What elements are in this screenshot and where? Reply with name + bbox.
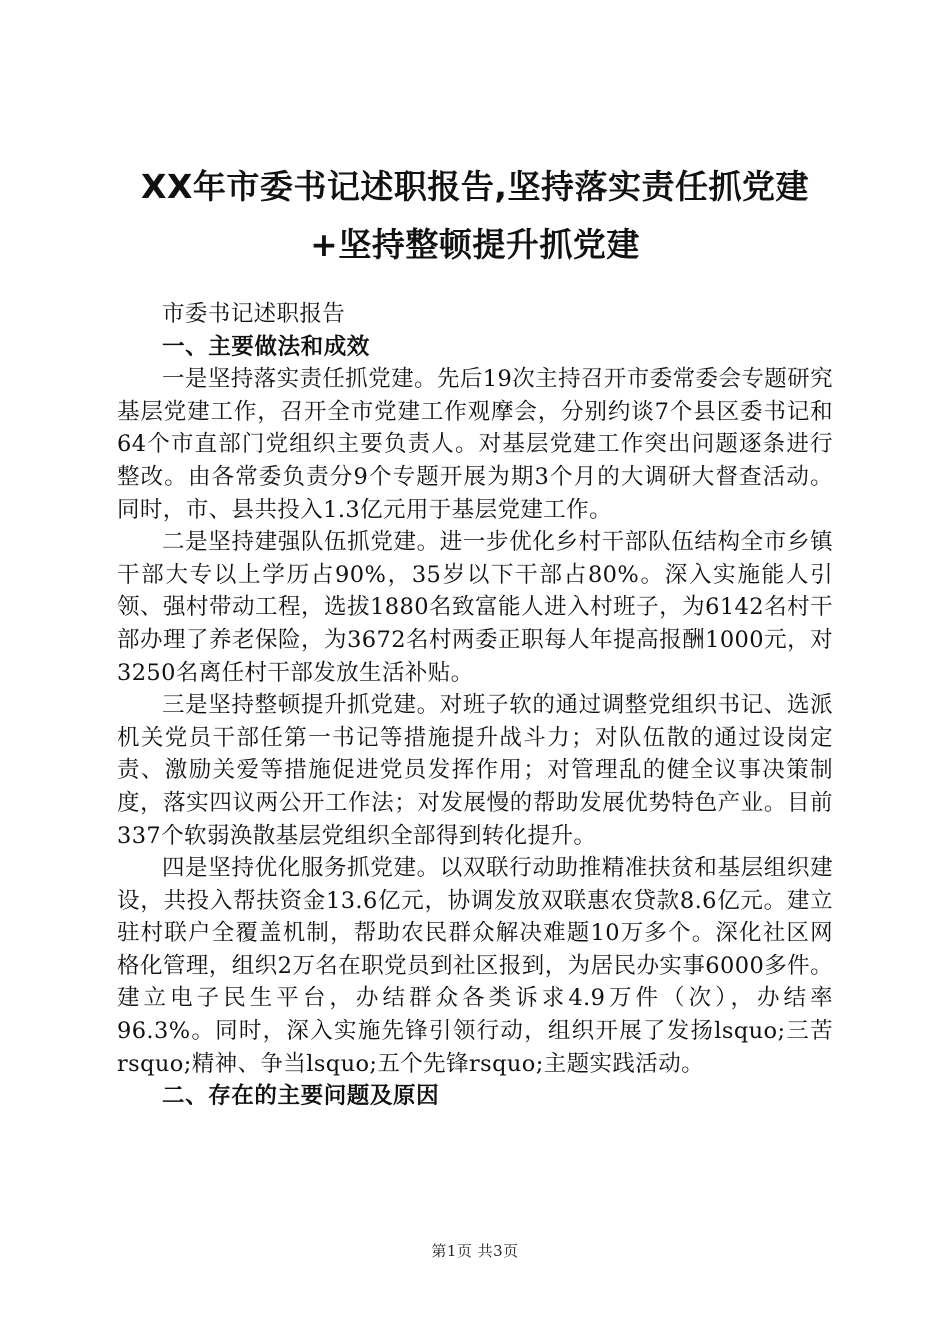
document-body xyxy=(117,298,833,1113)
section-heading-1: 一、主要做法和成效 xyxy=(162,333,370,360)
paragraph-4: 四是坚持优化服务抓党建。以双联行动助推精准扶贫和基层组织建设，共投入帮扶资金13.6亿元，协调发放双联惠农贷款8.6亿元。建立驻村联户全覆盖机制，帮助农民群众解决难题10万多个。深化社区网格化管理，组织2万名在职党员到社区报到，为居民办实事6000多件。建立电子民生平台，办结群众各类诉求4.9万件（次），办结率96.3%。同时，深入实施先锋引领行动，组织开展了发扬lsquo;三苦rsquo;精神、争当lsquo;五个先锋rsquo;主题实践活动。 xyxy=(117,855,833,1077)
paragraph-3: 三是坚持整顿提升抓党建。对班子软的通过调整党组织书记、选派机关党员干部任第一书记等措施提升战斗力；对队伍散的通过设岗定责、激励关爱等措施促进党员发挥作用；对管理乱的健全议事决策制度，落实四议两公开工作法；对发展慢的帮助发展优势特色产业。目前337个软弱涣散基层党组织全部得到转化提升。 xyxy=(117,692,833,849)
paragraph-1: 一是坚持落实责任抓党建。先后19次主持召开市委常委会专题研究基层党建工作，召开全市党建工作观摩会，分别约谈7个县区委书记和64个市直部门党组织主要负责人。对基层党建工作突出问题逐条进行整改。由各常委负责分9个专题开展为期3个月的大调研大督查活动。同时，市、县共投入1.3亿元用于基层党建工作。 xyxy=(117,366,833,523)
document-subtitle: 市委书记述职报告 xyxy=(162,301,346,327)
section-heading-2: 二、存在的主要问题及原因 xyxy=(162,1083,440,1110)
title-line-2: +坚持整顿提升抓党建 xyxy=(310,225,640,264)
paragraph-2: 二是坚持建强队伍抓党建。进一步优化乡村干部队伍结构全市乡镇干部大专以上学历占90%，35岁以下干部占80%。深入实施能人引领、强村带动工程，选拔1880名致富能人进入村班子，为6142名村干部办理了养老保险，为3672名村两委正职每人年提高报酬1000元，对3250名离任村干部发放生活补贴。 xyxy=(117,529,833,686)
page-footer: 第1页 共3页 xyxy=(431,1242,519,1260)
title-line-1: XX年市委书记述职报告,坚持落实责任抓党建 xyxy=(141,167,809,206)
document-title xyxy=(100,158,850,274)
